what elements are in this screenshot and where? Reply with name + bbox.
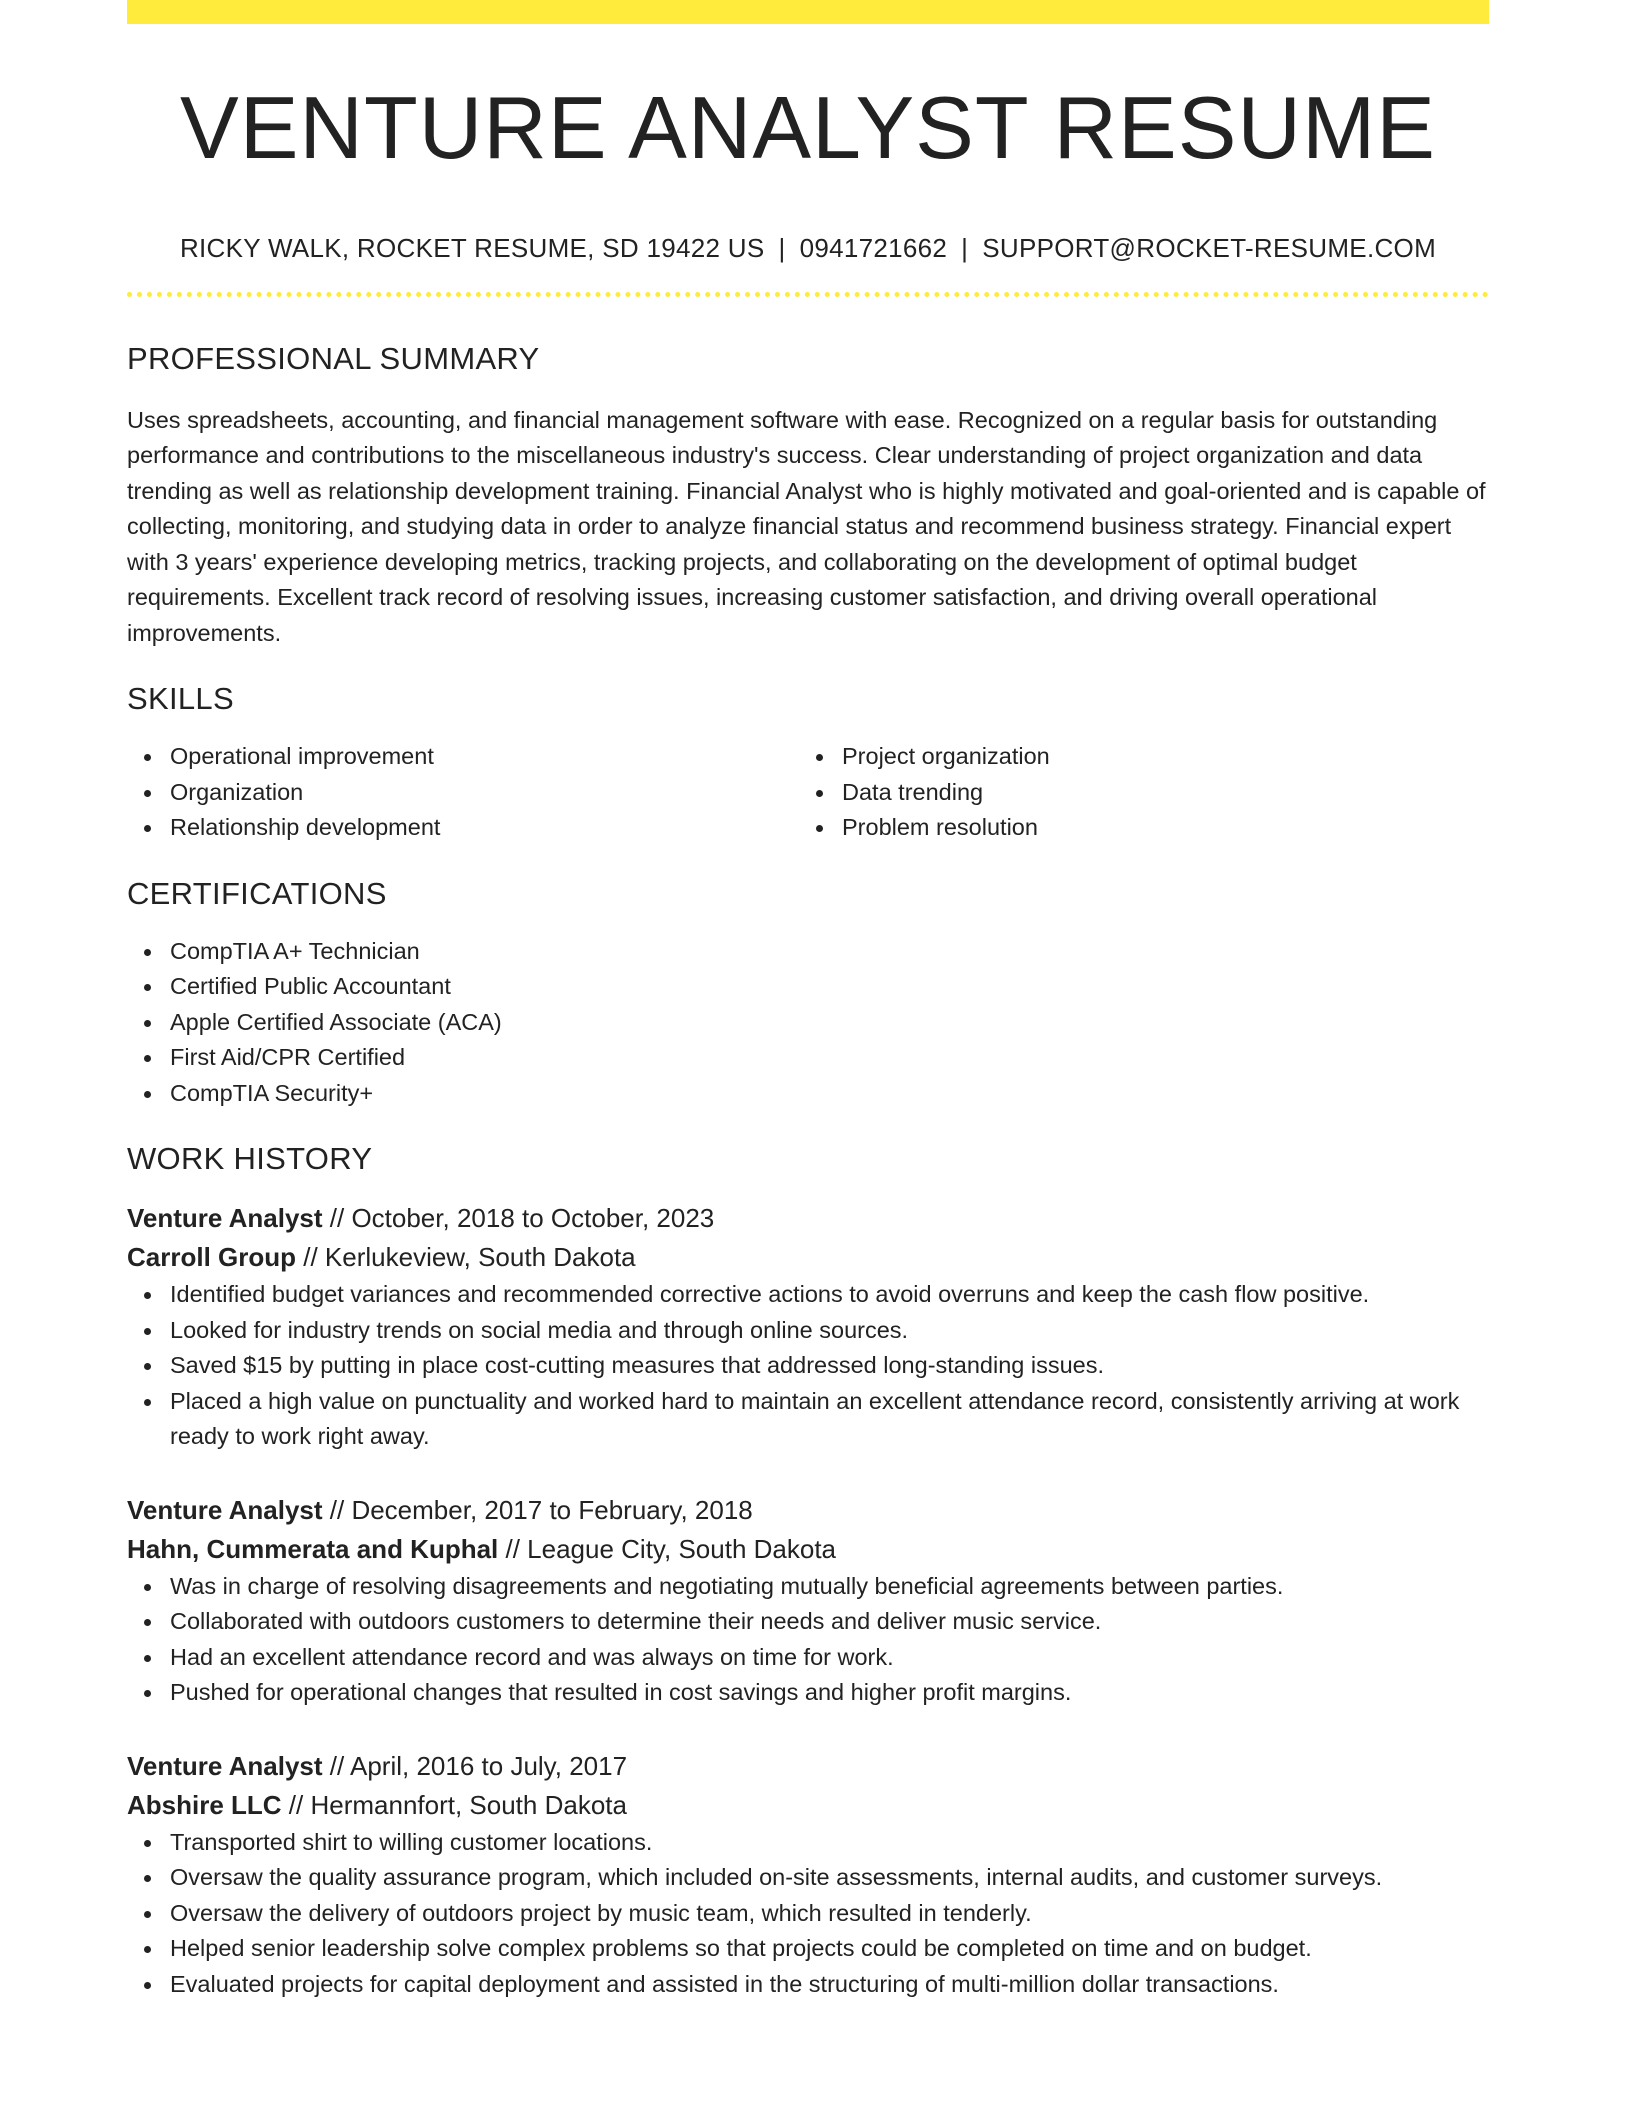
job-title-line (127, 1199, 1489, 1238)
skills-column-right (799, 739, 1471, 846)
job-dates: // October, 2018 to October, 2023 (322, 1203, 715, 1234)
skill-item: Data trending (842, 775, 1471, 811)
accent-bar (127, 0, 1489, 24)
skills-list (127, 739, 1489, 846)
skill-item: Relationship development (170, 810, 799, 846)
contact-separator: | (961, 232, 969, 263)
job-bullet: Identified budget variances and recommended corrective actions to avoid overruns and keep the cash flow positive. (170, 1277, 1489, 1313)
certification-item: CompTIA A+ Technician (170, 934, 1489, 970)
certifications-list (127, 934, 1489, 1112)
job-location: // League City, South Dakota (498, 1533, 837, 1564)
job-title: Venture Analyst (127, 1750, 323, 1781)
summary-text: Uses spreadsheets, accounting, and financial management software with ease. Recognized on a regular basis for outstanding performance and contributions to the miscellaneous industry's success. Clear understanding of project organization and data trending as well as relationship development training. Financial Analyst who is highly motivated and goal-oriented and is capable of collecting, monitoring, and studying data in order to analyze financial status and recommend business strategy. Financial expert with 3 years' experience developing metrics, tracking projects, and collaborating on the development of optimal budget requirements. Excellent track record of resolving issues, increasing customer satisfaction, and driving overall operational improvements. (127, 406, 1486, 646)
job-entry (127, 1491, 1489, 1711)
job-bullet: Was in charge of resolving disagreements and negotiating mutually beneficial agreements between parties. (170, 1569, 1489, 1605)
job-bullet: Saved $15 by putting in place cost-cutting measures that addressed long-standing issues. (170, 1348, 1489, 1384)
certification-item: First Aid/CPR Certified (170, 1040, 1489, 1076)
certification-item: Certified Public Accountant (170, 969, 1489, 1005)
job-location: // Hermannfort, South Dakota (281, 1789, 627, 1820)
job-bullet: Looked for industry trends on social media and through online sources. (170, 1313, 1489, 1349)
certification-item: Apple Certified Associate (ACA) (170, 1005, 1489, 1041)
skill-item: Problem resolution (842, 810, 1471, 846)
job-company: Abshire LLC (127, 1789, 282, 1820)
job-bullets (127, 1277, 1489, 1455)
resume-title: VENTURE ANALYST RESUME (180, 78, 1436, 177)
job-company-line (127, 1530, 1489, 1569)
skill-item: Operational improvement (170, 739, 799, 775)
job-bullet: Oversaw the delivery of outdoors project by music team, which resulted in tenderly. (170, 1896, 1489, 1932)
job-bullet: Oversaw the quality assurance program, which included on-site assessments, internal audits, and customer surveys. (170, 1860, 1489, 1896)
work-history-heading: WORK HISTORY (127, 1141, 373, 1177)
job-bullets (127, 1569, 1489, 1711)
job-bullets (127, 1825, 1489, 2003)
job-company-line (127, 1238, 1489, 1277)
skills-heading: SKILLS (127, 681, 234, 717)
job-dates: // April, 2016 to July, 2017 (322, 1750, 628, 1781)
skills-column-left (127, 739, 799, 846)
dotted-divider (127, 292, 1489, 297)
job-company: Carroll Group (127, 1242, 297, 1273)
job-dates: // December, 2017 to February, 2018 (322, 1494, 753, 1525)
job-bullet: Had an excellent attendance record and was always on time for work. (170, 1640, 1489, 1676)
job-bullet: Transported shirt to willing customer locations. (170, 1825, 1489, 1861)
job-bullet: Helped senior leadership solve complex problems so that projects could be completed on time and on budget. (170, 1931, 1489, 1967)
skill-item: Organization (170, 775, 799, 811)
job-bullet: Pushed for operational changes that resulted in cost savings and higher profit margins. (170, 1675, 1489, 1711)
contact-separator: | (778, 232, 786, 263)
job-title: Venture Analyst (127, 1494, 323, 1525)
job-bullet: Evaluated projects for capital deployment and assisted in the structuring of multi-million dollar transactions. (170, 1967, 1489, 2003)
contact-phone: 0941721662 (799, 232, 948, 263)
job-title-line (127, 1491, 1489, 1530)
summary-heading: PROFESSIONAL SUMMARY (127, 340, 540, 376)
job-company: Hahn, Cummerata and Kuphal (127, 1533, 499, 1564)
certifications-heading: CERTIFICATIONS (127, 875, 387, 911)
contact-email: SUPPORT@ROCKET-RESUME.COM (982, 232, 1437, 263)
job-title: Venture Analyst (127, 1203, 323, 1234)
job-entry (127, 1199, 1489, 1455)
job-location: // Kerlukeview, South Dakota (296, 1242, 636, 1273)
job-company-line (127, 1786, 1489, 1825)
certification-item: CompTIA Security+ (170, 1076, 1489, 1112)
job-entry (127, 1747, 1489, 2003)
contact-line (127, 233, 1489, 264)
contact-address: RICKY WALK, ROCKET RESUME, SD 19422 US (179, 232, 765, 263)
skill-item: Project organization (842, 739, 1471, 775)
job-bullet: Placed a high value on punctuality and worked hard to maintain an excellent attendance record, consistently arriving at work ready to work right away. (170, 1384, 1489, 1455)
job-title-line (127, 1747, 1489, 1786)
job-bullet: Collaborated with outdoors customers to determine their needs and deliver music service. (170, 1604, 1489, 1640)
resume-page (127, 0, 1489, 2002)
